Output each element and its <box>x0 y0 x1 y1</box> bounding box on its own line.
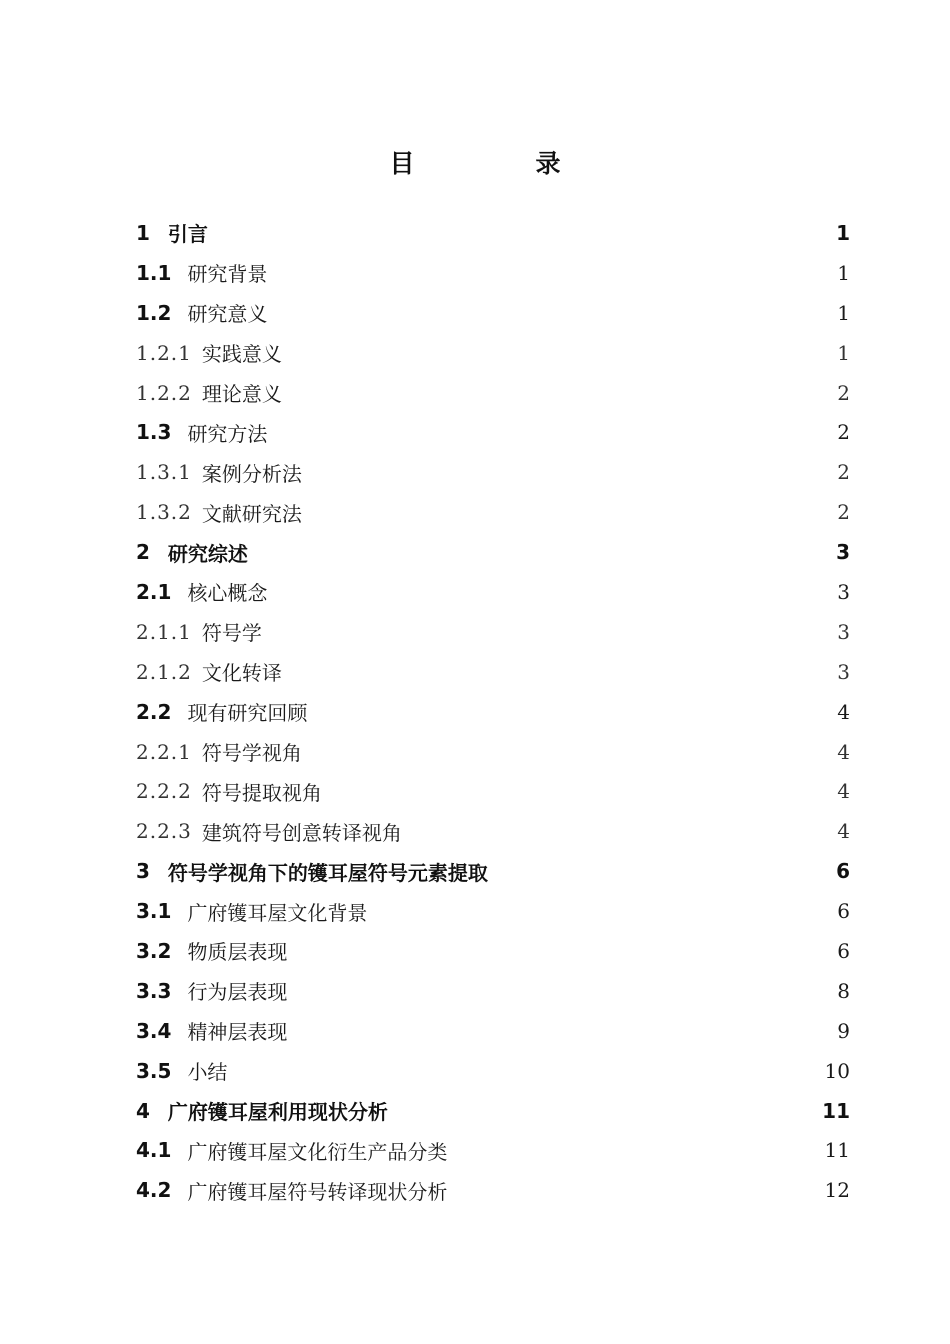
toc-entry-page-number: 1 <box>837 260 850 285</box>
toc-entry[interactable] <box>136 811 850 851</box>
toc-entry-title: 精神层表现 <box>187 1020 288 1045</box>
toc-entry-number: 2.2.3 <box>136 819 192 844</box>
toc-entry-title: 广府镬耳屋符号转译现状分析 <box>187 1179 448 1204</box>
toc-entry[interactable] <box>136 931 850 971</box>
toc-entry-title: 广府镬耳屋文化衍生产品分类 <box>187 1139 448 1164</box>
toc-entry-heading <box>136 258 267 287</box>
toc-entry-number: 2.1 <box>136 579 172 604</box>
toc-entry-heading <box>136 617 262 646</box>
toc-entry-page-number: 6 <box>836 859 850 884</box>
toc-entry-title: 研究综述 <box>167 541 248 566</box>
toc-entry[interactable] <box>136 891 850 931</box>
toc-entry-title: 现有研究回顾 <box>187 701 308 726</box>
toc-entry[interactable] <box>136 1051 850 1091</box>
toc-entry[interactable] <box>136 771 850 811</box>
toc-entry-number: 1.2 <box>136 300 172 325</box>
toc-entry-heading <box>136 697 307 726</box>
toc-entry-number: 4 <box>136 1098 150 1123</box>
toc-entry-number: 2.2 <box>136 699 172 724</box>
toc-entry[interactable] <box>136 412 850 452</box>
toc-entry-page-number: 4 <box>837 819 850 844</box>
toc-entry-heading <box>136 976 287 1005</box>
toc-entry-page-number: 2 <box>837 420 850 445</box>
toc-entry[interactable] <box>136 1130 850 1170</box>
toc-entry-title: 文献研究法 <box>201 501 302 526</box>
toc-entry-title: 广府镬耳屋利用现状分析 <box>167 1100 388 1125</box>
toc-entry-title: 行为层表现 <box>187 980 288 1005</box>
toc-entry-heading <box>136 1016 287 1045</box>
toc-entry-title: 实践意义 <box>201 342 282 367</box>
toc-entry-heading <box>136 817 402 846</box>
toc-entry-page-number: 9 <box>837 1018 850 1043</box>
toc-entry-page-number: 6 <box>837 938 850 963</box>
toc-entry[interactable] <box>136 373 850 413</box>
toc-entry-heading <box>136 857 488 886</box>
toc-entry-heading <box>136 1136 447 1165</box>
toc-entry-heading <box>136 897 367 926</box>
toc-entry-page-number: 4 <box>837 779 850 804</box>
toc-entry-number: 1.2.1 <box>136 340 192 365</box>
toc-entry-number: 4.2 <box>136 1178 172 1203</box>
toc-entry-number: 2.1.2 <box>136 659 192 684</box>
toc-entry-page-number: 3 <box>837 579 850 604</box>
toc-entry-heading <box>136 1056 227 1085</box>
toc-entry-number: 3.5 <box>136 1058 172 1083</box>
toc-entry-title: 引言 <box>167 222 208 247</box>
toc-entry-number: 1.1 <box>136 260 172 285</box>
toc-entry-title: 文化转译 <box>201 661 282 686</box>
toc-entry-heading <box>136 1176 447 1205</box>
toc-entry-title: 研究方法 <box>187 421 268 446</box>
toc-entry[interactable] <box>136 692 850 732</box>
toc-entry-title: 符号学视角下的镬耳屋符号元素提取 <box>167 860 488 885</box>
toc-entry-heading <box>136 458 302 487</box>
toc-entry-title: 理论意义 <box>201 382 282 406</box>
toc-entry-heading <box>136 577 267 606</box>
toc-entry-number: 3.4 <box>136 1018 172 1043</box>
toc-entry[interactable] <box>136 732 850 772</box>
toc-entry[interactable] <box>136 253 850 293</box>
toc-entry-number: 3 <box>136 859 150 884</box>
toc-entry[interactable] <box>136 333 850 373</box>
toc-entry[interactable] <box>136 572 850 612</box>
toc-entry-number: 2.2.2 <box>136 779 192 804</box>
toc-entry-number: 1 <box>136 220 150 245</box>
toc-entry-heading <box>136 657 282 686</box>
toc-entry-number: 3.1 <box>136 899 172 924</box>
toc-entry-page-number: 3 <box>836 540 850 565</box>
toc-entry[interactable] <box>136 612 850 652</box>
toc-entry-page-number: 8 <box>837 978 850 1003</box>
toc-entry-heading <box>136 418 267 447</box>
toc-entry-number: 3.3 <box>136 978 172 1003</box>
toc-entry-page-number: 11 <box>824 1138 850 1163</box>
toc-entry-heading <box>136 378 282 407</box>
toc-entry-title: 研究意义 <box>187 302 268 327</box>
toc-entry-title: 广府镬耳屋文化背景 <box>187 900 368 925</box>
toc-entry-number: 2 <box>136 540 150 565</box>
toc-entry-number: 1.3.2 <box>136 500 192 525</box>
toc-entry[interactable] <box>136 1170 850 1210</box>
toc-entry-page-number: 6 <box>837 899 850 924</box>
toc-entry[interactable] <box>136 532 850 572</box>
toc-entry-page-number: 4 <box>837 739 850 764</box>
toc-entry[interactable] <box>136 492 850 532</box>
toc-entry-page-number: 4 <box>837 699 850 724</box>
toc-entry-number: 1.3 <box>136 420 172 445</box>
toc-entry-heading <box>136 1096 388 1125</box>
toc-entry-page-number: 1 <box>836 220 850 245</box>
toc-entry[interactable] <box>136 971 850 1011</box>
toc-entry-number: 2.2.1 <box>136 739 192 764</box>
toc-entry-page-number: 1 <box>837 300 850 325</box>
toc-entry[interactable] <box>136 293 850 333</box>
toc-entry[interactable] <box>136 452 850 492</box>
toc-entry-page-number: 1 <box>837 340 850 365</box>
toc-entry-number: 1.3.1 <box>136 460 192 485</box>
toc-entry-title: 建筑符号创意转译视角 <box>201 820 402 845</box>
toc-entry-page-number: 2 <box>837 500 850 525</box>
toc-entry[interactable] <box>136 1091 850 1131</box>
toc-entry-page-number: 10 <box>824 1058 850 1083</box>
toc-entry-title: 符号提取视角 <box>201 780 322 805</box>
toc-entry-number: 1.2.2 <box>136 380 192 405</box>
toc-entry-heading <box>136 737 302 766</box>
toc-entry-page-number: 11 <box>822 1098 850 1123</box>
toc-entry-title: 符号学 <box>201 621 262 646</box>
toc-entry-page-number: 2 <box>837 460 850 485</box>
toc-entry-title: 案例分析法 <box>201 461 302 486</box>
toc-entry-page-number: 3 <box>837 619 850 644</box>
toc-entry-title: 小结 <box>187 1060 228 1085</box>
toc-list <box>136 213 850 1210</box>
toc-entry[interactable] <box>136 652 850 692</box>
toc-entry[interactable] <box>136 1011 850 1051</box>
toc-entry-number: 3.2 <box>136 938 172 963</box>
toc-entry-heading <box>136 538 248 567</box>
toc-entry[interactable] <box>136 851 850 891</box>
toc-entry-number: 4.1 <box>136 1138 172 1163</box>
toc-entry-title: 符号学视角 <box>201 741 302 766</box>
toc-entry-heading <box>136 777 322 806</box>
toc-entry-heading <box>136 218 208 247</box>
toc-entry-page-number: 3 <box>837 659 850 684</box>
toc-entry-number: 2.1.1 <box>136 619 192 644</box>
toc-entry-title: 核心概念 <box>187 581 268 606</box>
toc-entry-page-number: 12 <box>824 1178 850 1203</box>
toc-entry-title: 研究背景 <box>187 262 268 287</box>
toc-entry-heading <box>136 498 302 527</box>
toc-entry-heading <box>136 936 287 965</box>
toc-entry[interactable] <box>136 213 850 253</box>
toc-entry-title: 物质层表现 <box>187 940 288 965</box>
toc-entry-page-number: 2 <box>837 380 850 405</box>
toc-title: 目 录 <box>389 149 609 178</box>
toc-entry-heading <box>136 298 267 327</box>
toc-entry-heading <box>136 338 282 367</box>
